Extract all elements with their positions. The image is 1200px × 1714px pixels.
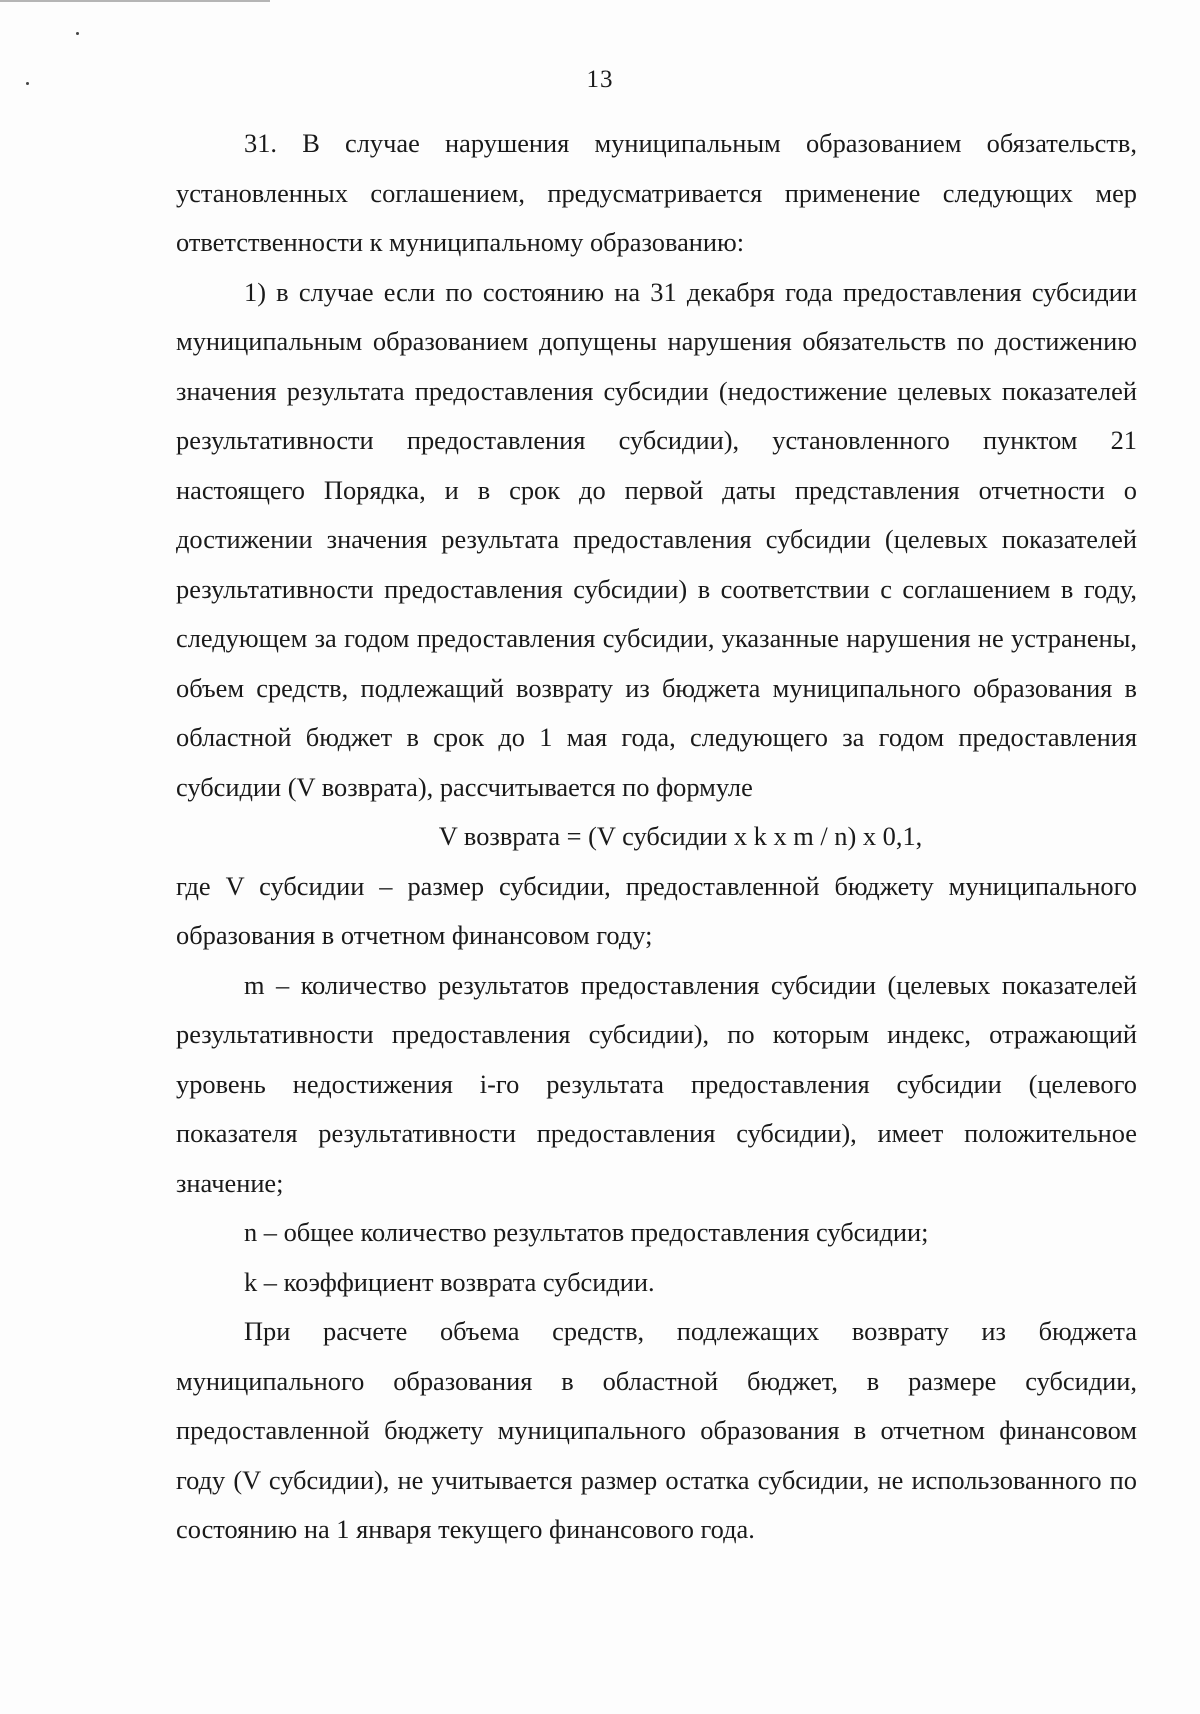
paragraph-31: 31. В случае нарушения муниципальным образованием обязательств, установленных соглашением, предусматривается применение следующих мер ответственности к муниципальному образованию:: [176, 128, 1137, 257]
document-body: [176, 119, 1137, 1555]
scan-speck: [76, 32, 79, 35]
paragraph-k-definition: k – коэффициент возврата субсидии.: [244, 1266, 655, 1297]
page-number: 13: [586, 66, 614, 93]
paragraph-where: где V субсидии – размер субсидии, предоставленной бюджету муниципального образования в отчетном финансовом году;: [176, 870, 1137, 950]
paragraph-m-definition: m – количество результатов предоставления субсидии (целевых показателей результативности предоставления субсидии), по которым индекс, отражающий уровень недостижения i-го результата предоставления субсидии (целевого показателя результативности предоставления субсидии), имеет положительное значение;: [176, 969, 1137, 1198]
paragraph-n-definition: n – общее количество результатов предоставления субсидии;: [244, 1217, 929, 1247]
paragraph-item-1: 1) в случае если по состоянию на 31 декабря года предоставления субсидии муниципальным образованием допущены нарушения обязательств по достижению значения результата предоставления субсидии (недостижение целевых показателей результативности предоставления субсидии), установленного пунктом 21 настоящего Порядка, и в срок до первой даты представления отчетности о достижении значения результата предоставления субсидии (целевых показателей результативности предоставления субсидии) в соответствии с соглашением в году, следующем за годом предоставления субсидии, указанные нарушения не устранены, объем средств, подлежащий возврату из бюджета муниципального образования в областной бюджет в срок до 1 мая года, следующего за годом предоставления субсидии (V возврата), рассчитывается по формуле: [176, 276, 1137, 802]
formula: V возврата = (V субсидии x k x m / n) x 0,1,: [438, 821, 923, 851]
paragraph-calculation-note: При расчете объема средств, подлежащих возврату из бюджета муниципального образования в областной бюджет, в размере субсидии, предоставленной бюджету муниципального образования в отчетном финансовом году (V субсидии), не учитывается размер остатка субсидии, не использованного по состоянию на 1 января текущего финансового года.: [176, 1316, 1137, 1544]
scan-edge-line: [0, 0, 270, 2]
